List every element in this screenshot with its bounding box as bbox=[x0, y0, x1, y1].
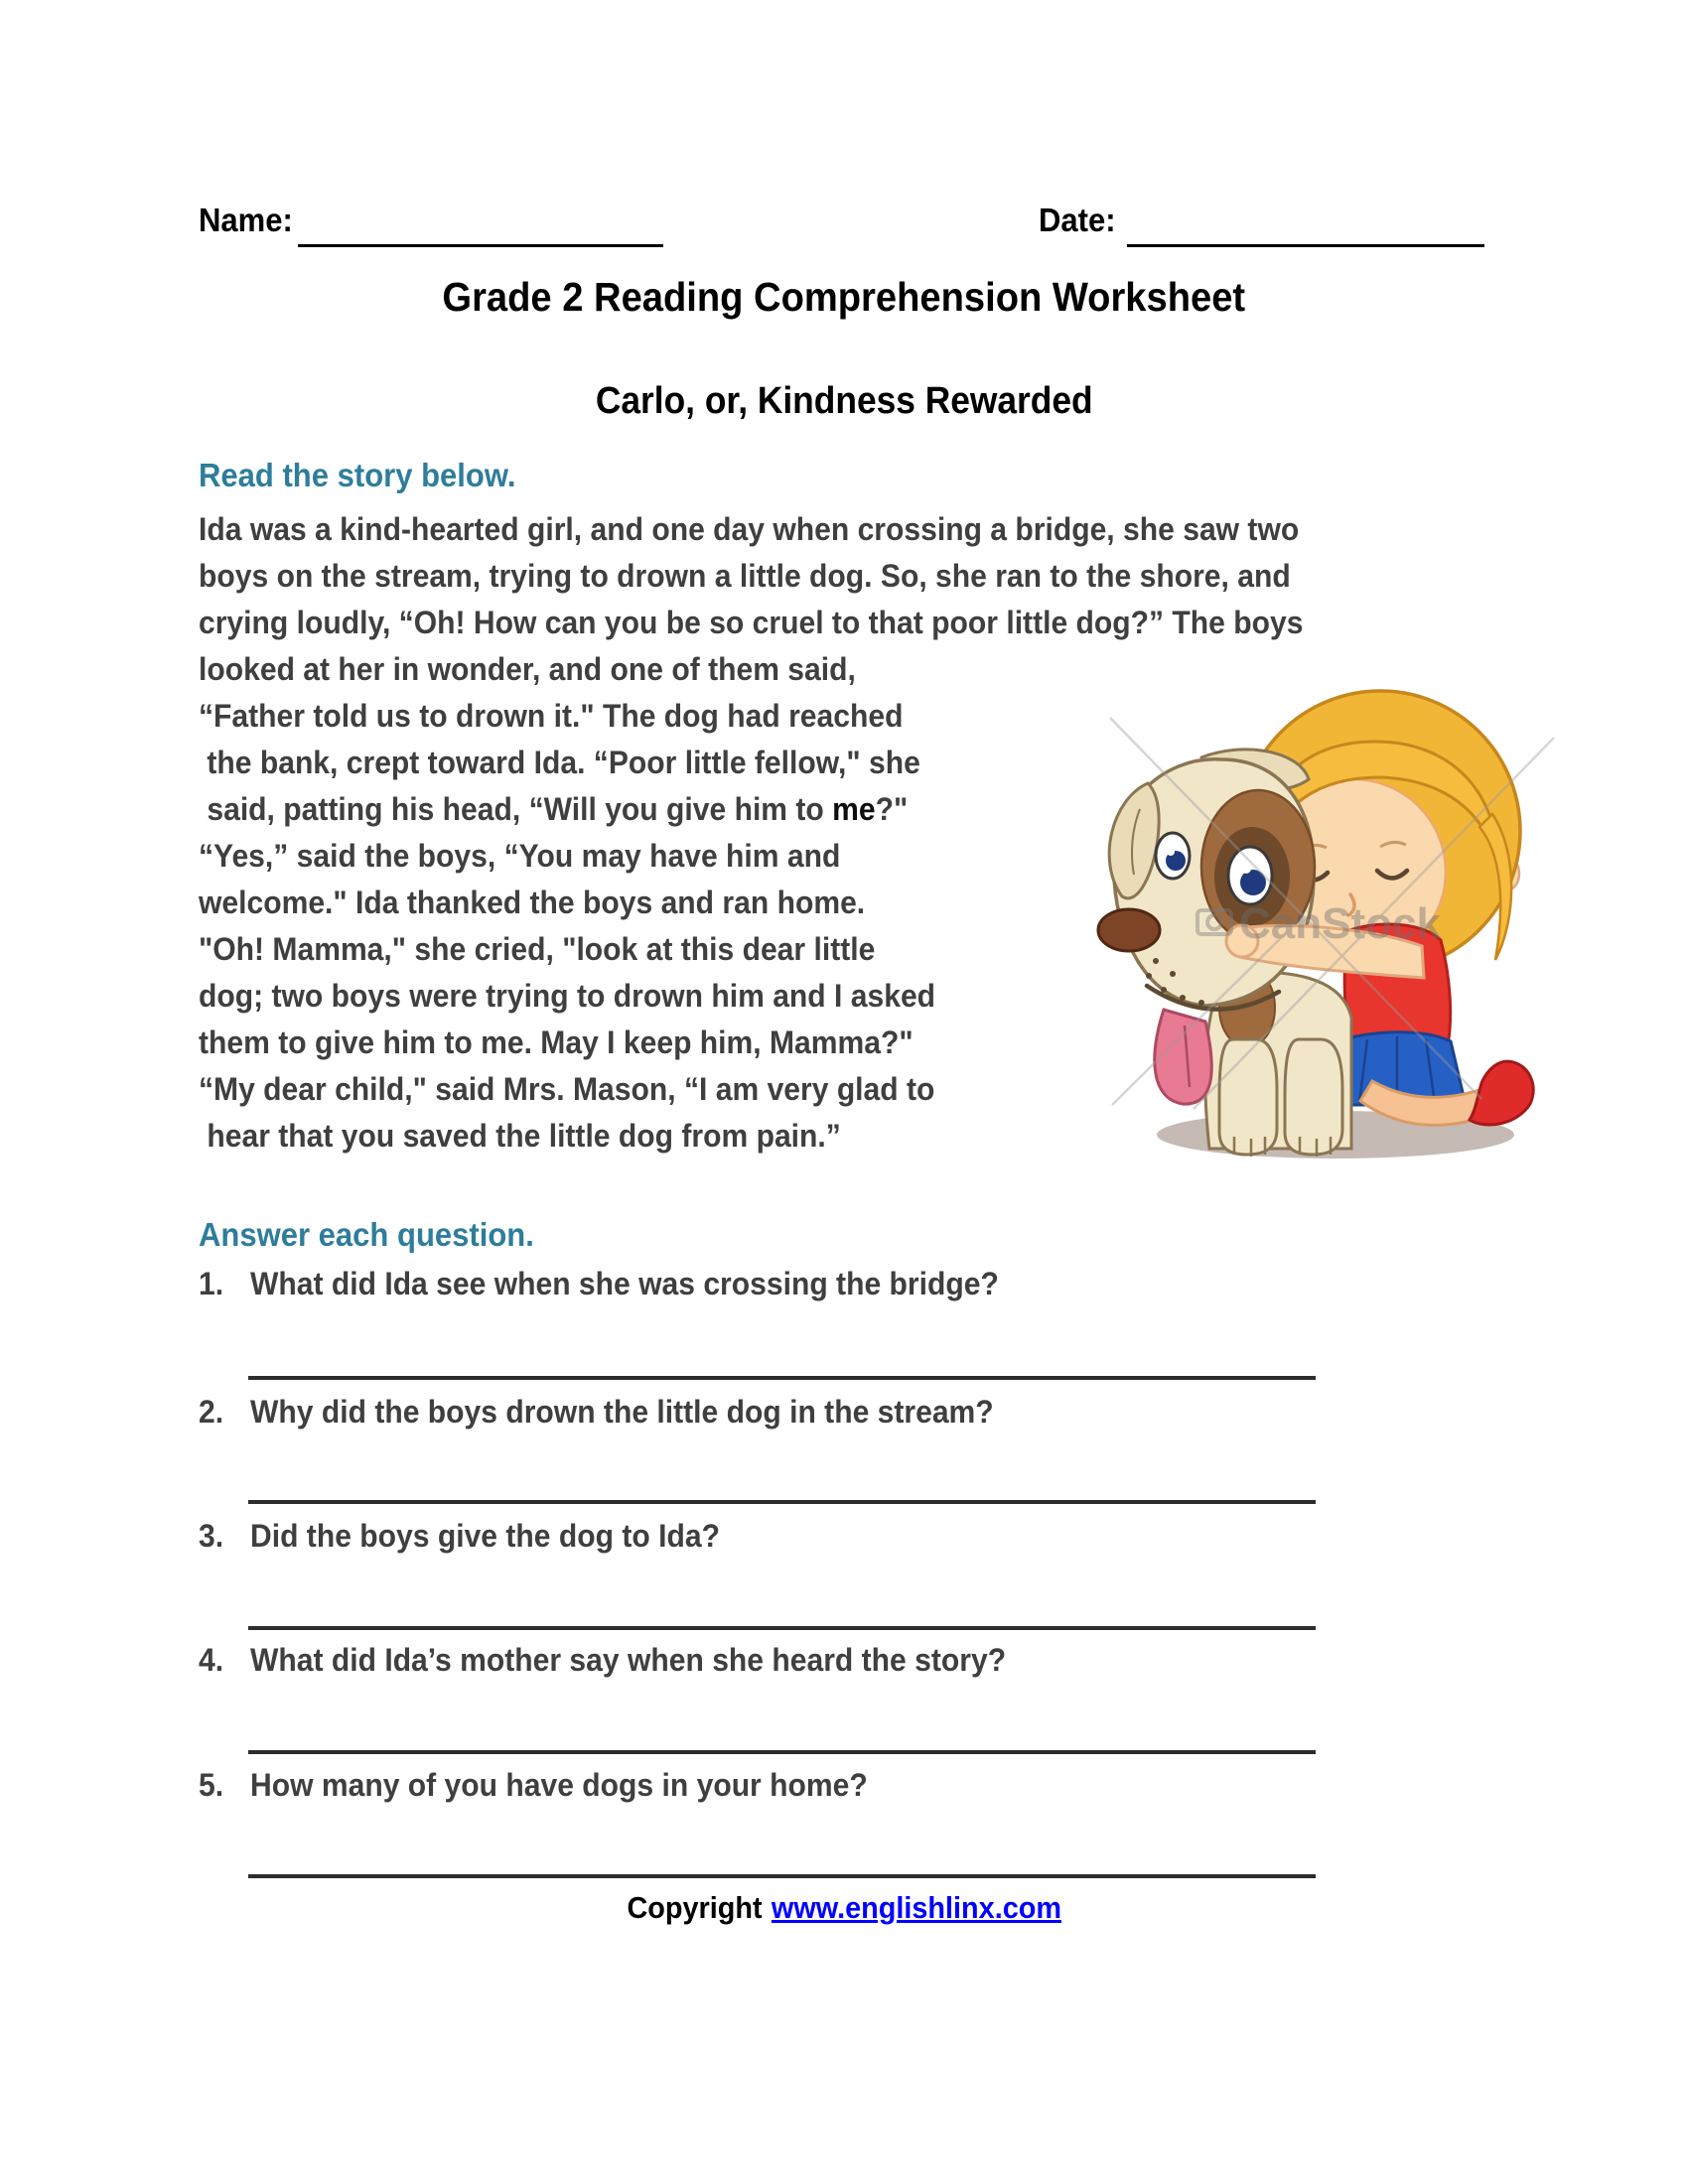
story-line: “My dear child," said Mrs. Mason, “I am very glad to bbox=[199, 1071, 935, 1107]
question-number: 1. bbox=[199, 1266, 224, 1301]
question-text: How many of you have dogs in your home? bbox=[250, 1767, 868, 1803]
question-text: Why did the boys drown the little dog in the stream? bbox=[250, 1394, 994, 1430]
story-title: Carlo, or, Kindness Rewarded bbox=[595, 380, 1093, 422]
answer-blank-line bbox=[248, 1626, 1316, 1630]
story-line: hear that you saved the little dog from pain.” bbox=[199, 1118, 841, 1154]
question-number: 4. bbox=[199, 1642, 224, 1678]
story-line: “Yes,” said the boys, “You may have him and bbox=[199, 838, 841, 874]
worksheet-title: Grade 2 Reading Comprehension Worksheet bbox=[442, 274, 1246, 320]
story-line: welcome." Ida thanked the boys and ran home. bbox=[199, 885, 866, 920]
answer-blank-line bbox=[248, 1376, 1316, 1380]
question-number: 3. bbox=[199, 1518, 224, 1554]
story-line: Ida was a kind-hearted girl, and one day when crossing a bridge, she saw two bbox=[199, 511, 1300, 547]
name-label: Name: bbox=[199, 202, 293, 238]
question-text: Did the boys give the dog to Ida? bbox=[250, 1518, 720, 1554]
question-text: What did Ida see when she was crossing the bridge? bbox=[250, 1266, 999, 1301]
story-line: "Oh! Mamma," she cried, "look at this dear little bbox=[199, 931, 876, 967]
story-line: looked at her in wonder, and one of them said, bbox=[199, 651, 856, 687]
copyright-label: Copyright bbox=[627, 1890, 763, 1925]
date-label: Date: bbox=[1039, 202, 1116, 238]
question-number: 5. bbox=[199, 1767, 224, 1803]
girl-hugging-dog-image bbox=[1053, 680, 1609, 1191]
story-line: said, patting his head, “Will you give him to me?" bbox=[199, 791, 909, 827]
date-blank-line bbox=[1127, 244, 1484, 247]
story-line: them to give him to me. May I keep him, Mamma?" bbox=[199, 1024, 914, 1060]
question-text: What did Ida’s mother say when she heard the story? bbox=[250, 1642, 1007, 1678]
story-line: the bank, crept toward Ida. “Poor little fellow," she bbox=[199, 745, 920, 780]
story-line: “Father told us to drown it." The dog had reached bbox=[199, 698, 904, 734]
answer-blank-line bbox=[248, 1750, 1316, 1754]
answer-blank-line bbox=[248, 1874, 1316, 1878]
question-number: 2. bbox=[199, 1394, 224, 1430]
name-blank-line bbox=[298, 244, 663, 247]
copyright-row bbox=[0, 1890, 1688, 1926]
story-line: dog; two boys were trying to drown him and I asked bbox=[199, 978, 936, 1014]
read-story-heading: Read the story below. bbox=[199, 457, 516, 493]
story-line: crying loudly, “Oh! How can you be so cruel to that poor little dog?” The boys bbox=[199, 605, 1304, 640]
answer-questions-heading: Answer each question. bbox=[199, 1216, 534, 1253]
answer-blank-line bbox=[248, 1500, 1316, 1504]
story-emphasis-me: me bbox=[832, 791, 876, 827]
story-line: boys on the stream, trying to drown a little dog. So, she ran to the shore, and bbox=[199, 558, 1291, 594]
canstock-watermark: CanStock bbox=[1239, 899, 1441, 948]
copyright-link[interactable]: www.englishlinx.com bbox=[771, 1890, 1061, 1925]
